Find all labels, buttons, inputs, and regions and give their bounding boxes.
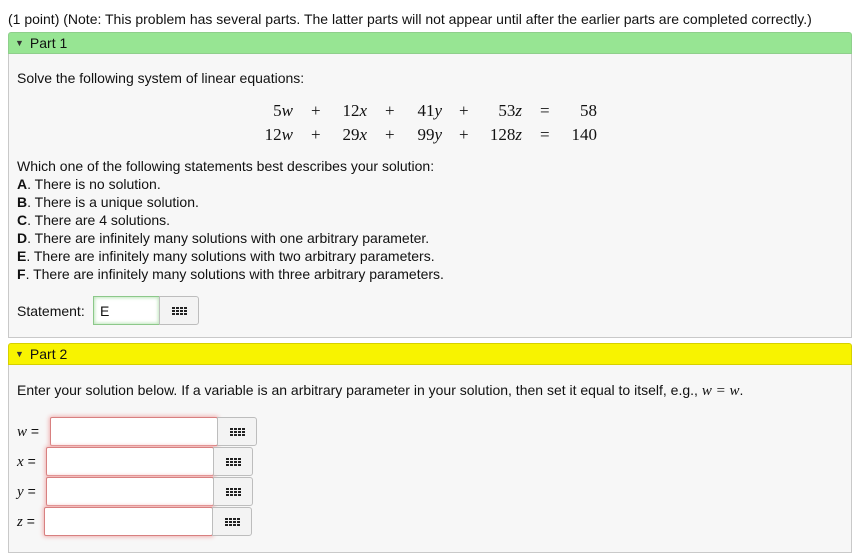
option-text: . There are 4 solutions. bbox=[27, 212, 171, 228]
var-label-z bbox=[17, 513, 35, 531]
option-letter: B bbox=[17, 194, 28, 210]
keypad-grid-icon bbox=[230, 428, 245, 436]
part2-instruction-text: Enter your solution below. If a variable is an arbitrary parameter in your solution, then set it equal to itself, e.g., bbox=[17, 382, 702, 398]
option-letter: C bbox=[17, 212, 28, 228]
option-text: . There are infinitely many solutions with two arbitrary parameters. bbox=[26, 248, 435, 264]
var-equals: = bbox=[27, 453, 36, 469]
option-e bbox=[17, 248, 435, 264]
var-symbol: y bbox=[17, 484, 24, 500]
option-letter: D bbox=[17, 230, 28, 246]
eq1-rhs: 58 bbox=[580, 101, 597, 120]
x-input[interactable] bbox=[46, 447, 214, 476]
option-text: . There is no solution. bbox=[27, 176, 161, 192]
eq1-term-x: 12x bbox=[342, 101, 367, 120]
var-symbol: z bbox=[17, 514, 23, 530]
var-equals: = bbox=[26, 513, 35, 529]
option-c bbox=[17, 212, 170, 228]
part1-body bbox=[8, 54, 852, 338]
eq2-term-w: 12w bbox=[264, 125, 293, 144]
statement-label: Statement: bbox=[17, 303, 85, 319]
equation-row-1 bbox=[9, 101, 853, 123]
part2-example-end: . bbox=[739, 382, 744, 398]
part1-title: Part 1 bbox=[29, 35, 68, 51]
eq2-term-y: 99y bbox=[417, 125, 442, 144]
eq1-term-z: 53z bbox=[498, 101, 522, 120]
w-keypad-button[interactable] bbox=[217, 417, 257, 446]
var-label-w bbox=[17, 423, 39, 441]
equation-row-2 bbox=[9, 125, 853, 147]
caret-down-icon: ▼ bbox=[15, 38, 24, 48]
part2-example: w = w bbox=[701, 383, 740, 399]
var-label-x bbox=[17, 453, 36, 471]
option-letter: A bbox=[17, 176, 28, 192]
option-f bbox=[17, 266, 444, 282]
statement-input[interactable]: E bbox=[93, 296, 160, 325]
var-symbol: w bbox=[17, 424, 28, 440]
eq1-op3: + bbox=[459, 101, 469, 120]
eq2-rhs: 140 bbox=[571, 125, 597, 144]
eq2-term-x: 29x bbox=[342, 125, 367, 144]
eq2-op1: + bbox=[311, 125, 321, 144]
part1-header[interactable] bbox=[8, 32, 852, 54]
option-letter: E bbox=[17, 248, 27, 264]
keypad-grid-icon bbox=[226, 458, 241, 466]
eq2-term-z: 128z bbox=[489, 125, 522, 144]
statement-keypad-button[interactable] bbox=[159, 296, 199, 325]
part2-body bbox=[8, 365, 852, 553]
option-text: . There are infinitely many solutions with one arbitrary parameter. bbox=[27, 230, 430, 246]
y-keypad-button[interactable] bbox=[213, 477, 253, 506]
z-input[interactable] bbox=[44, 507, 213, 536]
keypad-grid-icon bbox=[225, 518, 240, 526]
y-input[interactable] bbox=[46, 477, 214, 506]
option-b bbox=[17, 194, 199, 210]
part1-instruction: Solve the following system of linear equations: bbox=[17, 70, 305, 86]
option-d bbox=[17, 230, 429, 246]
eq2-op2: + bbox=[385, 125, 395, 144]
eq1-term-w: 5w bbox=[273, 101, 293, 120]
option-text: . There is a unique solution. bbox=[27, 194, 199, 210]
eq1-equals: = bbox=[540, 101, 550, 120]
option-a bbox=[17, 176, 161, 192]
eq2-op3: + bbox=[459, 125, 469, 144]
eq1-op2: + bbox=[385, 101, 395, 120]
part1-question: Which one of the following statements best describes your solution: bbox=[17, 158, 435, 174]
keypad-grid-icon bbox=[226, 488, 241, 496]
option-letter: F bbox=[17, 266, 26, 282]
var-symbol: x bbox=[17, 454, 24, 470]
option-text: . There are infinitely many solutions with three arbitrary parameters. bbox=[25, 266, 444, 282]
problem-header-note: (1 point) (Note: This problem has several parts. The latter parts will not appear until after the earlier parts are completed correctly.) bbox=[8, 11, 812, 27]
z-keypad-button[interactable] bbox=[212, 507, 252, 536]
part2-header[interactable] bbox=[8, 343, 852, 365]
var-label-y bbox=[17, 483, 36, 501]
var-equals: = bbox=[30, 423, 40, 439]
caret-down-icon: ▼ bbox=[15, 349, 24, 359]
eq2-equals: = bbox=[540, 125, 550, 144]
part2-title: Part 2 bbox=[29, 346, 68, 362]
eq1-op1: + bbox=[311, 101, 321, 120]
keypad-grid-icon bbox=[172, 307, 187, 315]
part2-instruction bbox=[17, 382, 743, 400]
w-input[interactable] bbox=[50, 417, 218, 446]
var-equals: = bbox=[27, 483, 36, 499]
eq1-term-y: 41y bbox=[417, 101, 442, 120]
x-keypad-button[interactable] bbox=[213, 447, 253, 476]
